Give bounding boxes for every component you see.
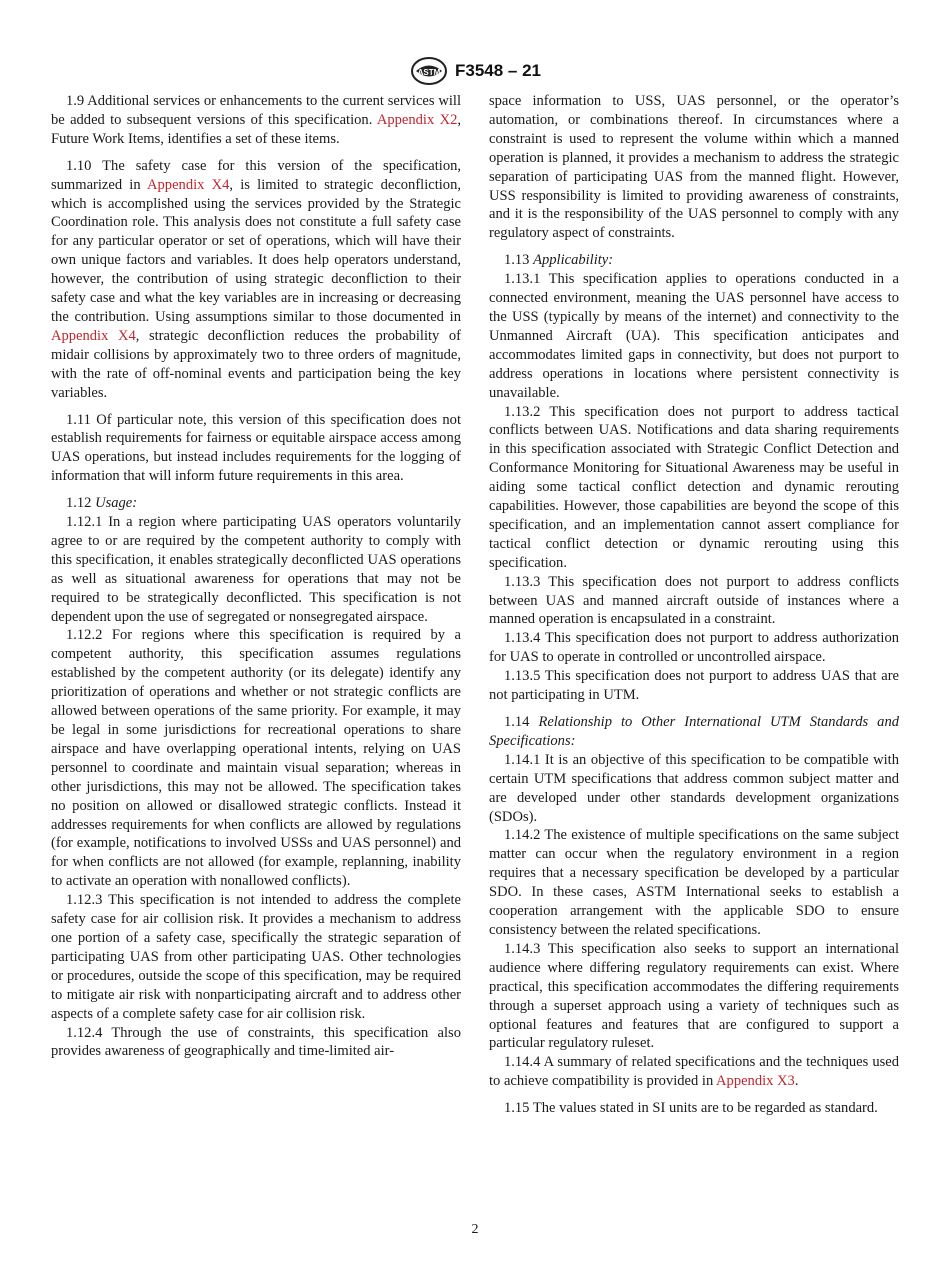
page-number: 2 <box>471 1222 479 1237</box>
appendix-x2-link[interactable]: Appendix X2 <box>376 111 458 128</box>
appendix-x4-link[interactable]: Appendix X4 <box>147 176 230 193</box>
para-1-13-3: 1.13.3 This specification does not purport to address conflicts between UAS and manned aircraft outside of instances where a manned operation is encapsulated in a constraint. <box>489 573 899 628</box>
para-1-12-2: 1.12.2 For regions where this specification is required by a competent authority, this specification assumes regulations established by the competent authority (or its delegate) identify any prioritization of operations and whether or not strategic conflicts are allowed between operations of the same priority. For example, it may be legal in some jurisdictions for recreational operations to share airspace and have overlapping operational intents, relying on UAS personnel to coordinate and maintain visual separation; whereas in other jurisdictions, this may not be allowed. The specification takes no position on allowed or disallowed strategic conflicts. Instead it addresses requirements for when conflicts are allowed by regulations (for example, notifications to involved USSs and UAS personnel) and for when conflicts are not allowed (for example, replanning, inability to activate an operation with nonallowed conflicts). <box>51 627 461 890</box>
para-1-13-1: 1.13.1 This specification applies to operations conducted in a connected environment, meaning the UAS personnel have access to the USS (typically by means of the internet) and connectivity to the Unmanned Aircraft (UA). This specification anticipates and accommodates limited gaps in connectivity, but does not purport to address operations in locations where persistent connectivity is unavailable. <box>489 271 899 401</box>
para-1-12-1: 1.12.1 In a region where participating UAS operators voluntarily agree to or are required by the competent authority to comply with this specification, it enables strategically deconflicted UAS operations as well as situational awareness for operations that may not be required to be strategically deconflicted. This specification is not dependent upon the use of segregated or nonsegregated airspace. <box>51 514 461 625</box>
right-column <box>489 92 899 1118</box>
document-id: F3548 – 21 <box>454 61 541 80</box>
para-1-13-2: 1.13.2 This specification does not purport to address tactical conflicts between UAS. Notifications and data sharing requirements in this specification associated with Strategic Conflict Detection and Conformance Monitoring for Situational Awareness may be useful in aiding some tactical conflict detection and dynamic rerouting capabilities. However, those capabilities are beyond the scope of this specification, and an implementation cannot assert compliance for tactical conflict detection or dynamic rerouting using this specification. <box>489 403 899 571</box>
para-1-12-4: 1.12.4 Through the use of constraints, this specification also provides awareness of geographically and time-limited air- <box>51 1024 461 1060</box>
para-1-14-2: 1.14.2 The existence of multiple specifications on the same subject matter can occur when the regulatory environment in a region requires that a necessary specification be developed by a particular SDO. In these cases, ASTM International seeks to establish a cooperation arrangement with the applicable SDO to ensure consistency between the related specifications. <box>489 827 899 938</box>
appendix-x4-link[interactable]: Appendix X4 <box>51 327 136 344</box>
para-1-15: 1.15 The values stated in SI units are to be regarded as standard. <box>504 1100 878 1117</box>
logo-lettering: ASTM <box>417 68 441 77</box>
para-1-14-1: 1.14.1 It is an objective of this specification to be compatible with certain UTM specifications that address common subject matter and are developed under other standards development organizations (SDOs). <box>489 751 899 825</box>
para-1-11: 1.11 Of particular note, this version of this specification does not establish requirements for fairness or equitable airspace access among UAS operations, but instead includes requirements for the logging of information that will inform future requirements in this area. <box>51 411 461 485</box>
para-1-13-4: 1.13.4 This specification does not purport to address authorization for UAS to operate in controlled or uncontrolled airspace. <box>489 630 899 666</box>
para-1-9: 1.9 Additional services or enhancements to the current services will be added to subsequent versions of this specification. Appendix X2, Future Work Items, identifies a set of these items. <box>51 93 461 147</box>
heading-1-14: 1.14 Relationship to Other International UTM Standards and Specifications: <box>489 714 899 749</box>
para-1-12-4-continued: space information to USS, UAS personnel, or the operator’s automation, or combinations thereof. In circumstances where a constraint is used to represent the volume within which a manned operation is planned, it provides a mechanism to address the strategic separation of participating UAS from the manned flight. However, USS responsibility is limited to providing awareness of constraints, and it is the responsibility of the UAS personnel to comply with any regulatory aspect of constraints. <box>489 93 899 242</box>
para-1-10: 1.10 The safety case for this version of the specification, summarized in Appendix X4, is limited to strategic deconfliction, which is accomplished using the services provided by the Strategic Coordination role. This analysis does not constitute a full safety case for any particular operator or set of operations, which will have their own unique factors and variables. It does help operators understand, however, the contribution of using strategic deconfliction to their safety case and what the key variables are in increasing or decreasing the contribution. Using assumptions similar to those documented in Appendix X4, strategic deconfliction reduces the probability of midair collisions by approximately two to three orders of magnitude, with the rate of off-nominal events and participation being the key variables. <box>51 157 461 401</box>
left-column <box>51 92 461 1061</box>
heading-1-13: 1.13 Applicability: <box>504 252 614 269</box>
astm-logo-icon <box>409 56 449 86</box>
heading-1-12: 1.12 Usage: <box>66 495 138 512</box>
para-1-14-4: 1.14.4 A summary of related specifications and the techniques used to achieve compatibility is provided in Appendix X3. <box>489 1054 899 1090</box>
para-1-14-3: 1.14.3 This specification also seeks to support an international audience where differing regulatory requirements can exist. Where practical, this specification accommodates the differing requirements through a superset approach using a variety of techniques such as optional features and features that are configured to support a particular regulatory ruleset. <box>489 940 899 1052</box>
para-1-12-3: 1.12.3 This specification is not intended to address the complete safety case for air collision risk. It provides a mechanism to address one portion of a safety case, specifically the strategic separation of participating UAS from other participating UAS. Other technologies or procedures, outside the scope of this specification, may be required to mitigate air risk with nonparticipating aircraft and to address other aspects of a complete safety case for air collision risk. <box>51 892 461 1022</box>
appendix-x3-link[interactable]: Appendix X3 <box>716 1073 795 1090</box>
page-header <box>0 56 950 91</box>
para-1-13-5: 1.13.5 This specification does not purport to address UAS that are not participating in UTM. <box>489 668 899 704</box>
